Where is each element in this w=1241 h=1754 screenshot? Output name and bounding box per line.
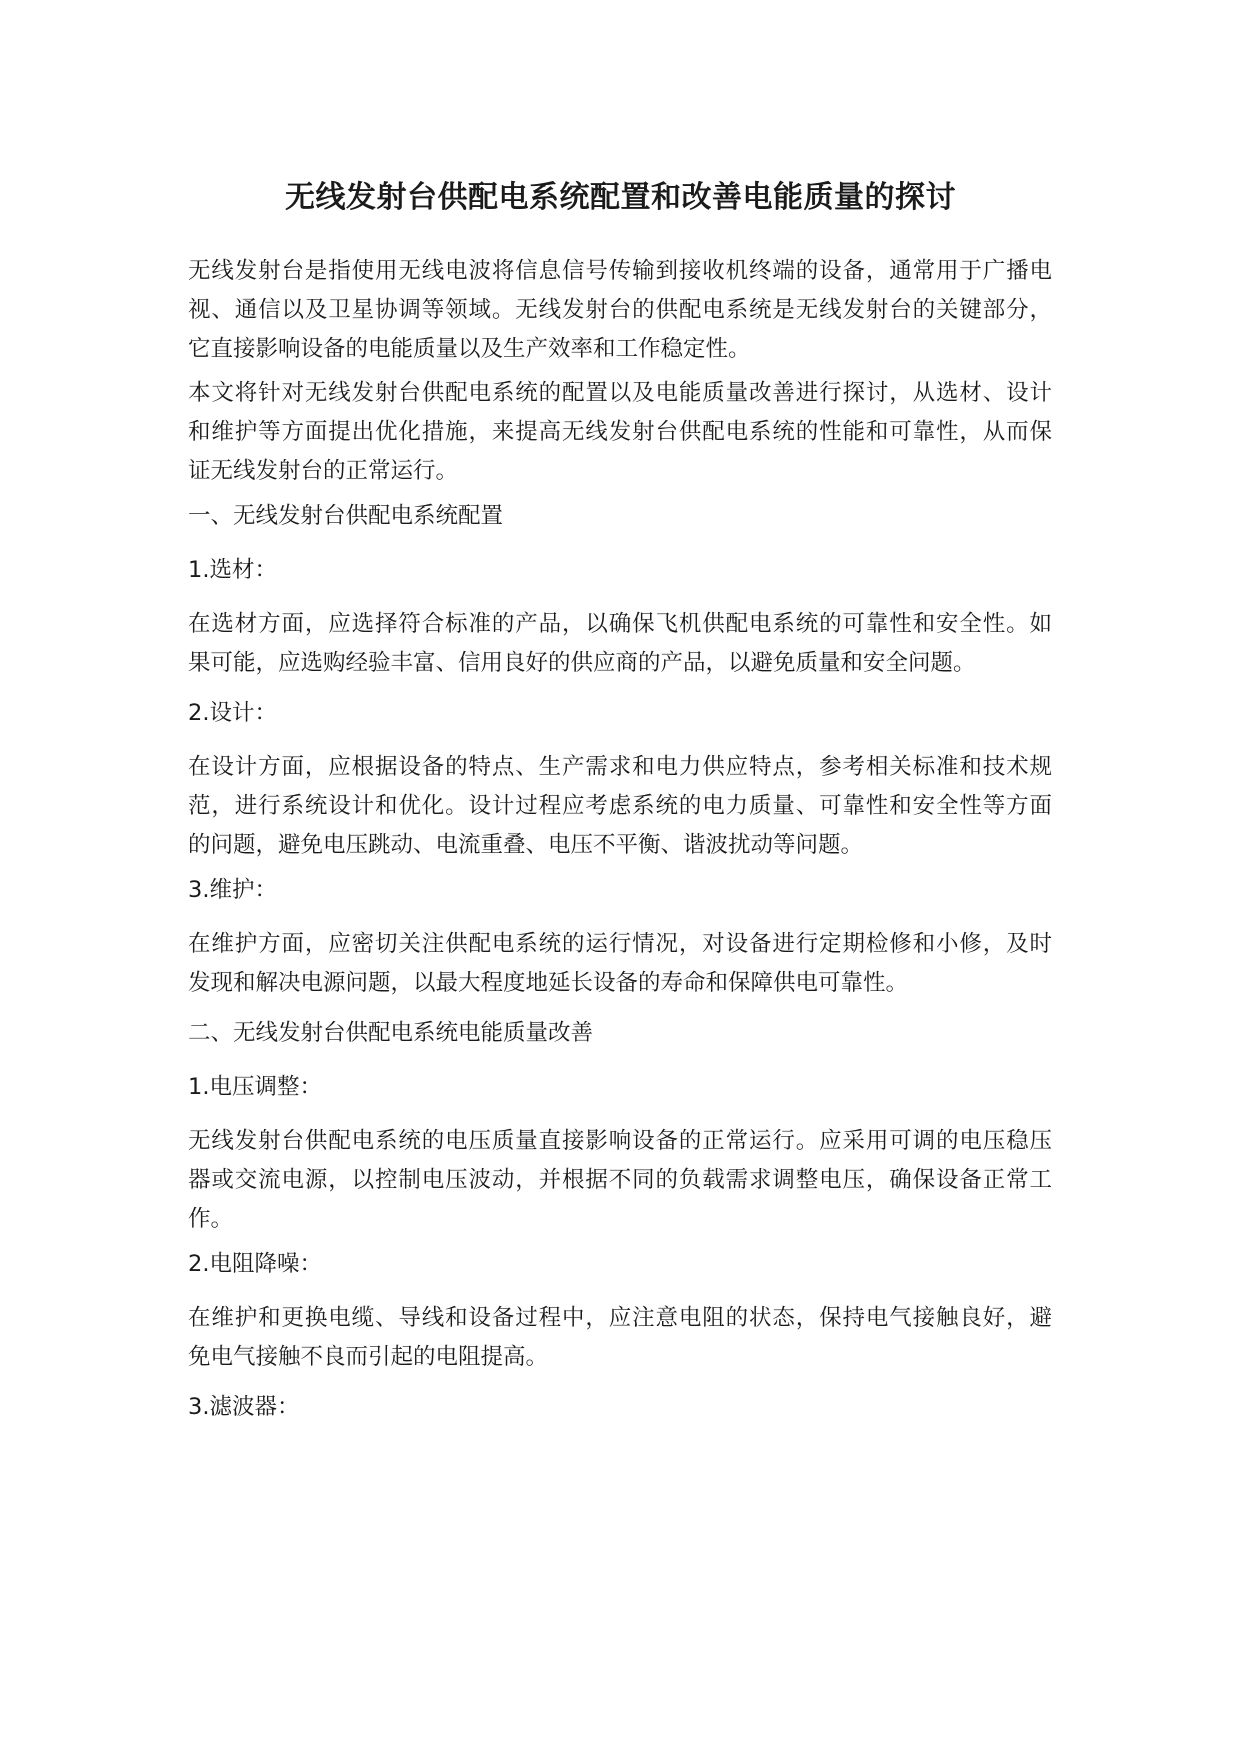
paragraph-line: 作。: [188, 1206, 234, 1232]
paragraph-line: 无线发射台是指使用无线电波将信息信号传输到接收机终端的设备，通常用于广播电: [188, 258, 1052, 284]
paragraph-line: 发现和解决电源问题，以最大程度地延长设备的寿命和保障供电可靠性。: [188, 970, 909, 996]
maintenance-paragraph: [188, 925, 1052, 1003]
paragraph-line: 无线发射台供配电系统的电压质量直接影响设备的正常运行。应采用可调的电压稳压: [188, 1128, 1052, 1154]
paragraph-line: 和维护等方面提出优化措施，来提高无线发射台供配电系统的性能和可靠性，从而保: [188, 419, 1052, 445]
resistance-paragraph: [188, 1299, 1052, 1377]
paragraph-line: 范，进行系统设计和优化。设计过程应考虑系统的电力质量、可靠性和安全性等方面: [188, 793, 1052, 819]
subheading-text: 3.滤波器：: [188, 1394, 300, 1420]
subheading-text: 1.选材：: [188, 557, 277, 583]
design-paragraph: [188, 748, 1052, 865]
voltage-paragraph: [188, 1122, 1052, 1239]
subheading-voltage: [188, 1068, 1052, 1107]
subheading-text: 2.电阻降噪：: [188, 1251, 322, 1277]
intro-paragraph: [188, 252, 1052, 369]
section-heading-power-quality: [188, 1014, 1052, 1053]
paragraph-line: 证无线发射台的正常运行。: [188, 458, 459, 484]
paragraph-line: 器或交流电源，以控制电压波动，并根据不同的负载需求调整电压，确保设备正常工: [188, 1167, 1052, 1193]
subheading-text: 2.设计：: [188, 700, 277, 726]
paragraph-line: 在维护方面，应密切关注供配电系统的运行情况，对设备进行定期检修和小修，及时: [188, 931, 1052, 957]
paragraph-line: 在维护和更换电缆、导线和设备过程中，应注意电阻的状态，保持电气接触良好，避: [188, 1305, 1052, 1331]
section-heading-config: [188, 497, 1052, 536]
material-paragraph: [188, 605, 1052, 683]
purpose-paragraph: [188, 374, 1052, 491]
subheading-text: 1.电压调整：: [188, 1074, 322, 1100]
subheading-text: 3.维护：: [188, 877, 277, 903]
paragraph-line: 免电气接触不良而引起的电阻提高。: [188, 1344, 549, 1370]
paragraph-line: 的问题，避免电压跳动、电流重叠、电压不平衡、谐波扰动等问题。: [188, 832, 864, 858]
subheading-design: [188, 694, 1052, 733]
subheading-material: [188, 551, 1052, 590]
paragraph-line: 视、通信以及卫星协调等领域。无线发射台的供配电系统是无线发射台的关键部分，: [188, 297, 1052, 323]
section-heading-text: 二、无线发射台供配电系统电能质量改善: [188, 1020, 594, 1046]
paragraph-line: 在设计方面，应根据设备的特点、生产需求和电力供应特点，参考相关标准和技术规: [188, 754, 1052, 780]
subheading-filter: [188, 1388, 1052, 1427]
paragraph-line: 在选材方面，应选择符合标准的产品，以确保飞机供配电系统的可靠性和安全性。如: [188, 611, 1052, 637]
paragraph-line: 果可能，应选购经验丰富、信用良好的供应商的产品，以避免质量和安全问题。: [188, 650, 976, 676]
document-title: 无线发射台供配电系统配置和改善电能质量的探讨: [285, 180, 956, 215]
subheading-maintenance: [188, 871, 1052, 910]
section-heading-text: 一、无线发射台供配电系统配置: [188, 503, 504, 529]
paragraph-line: 本文将针对无线发射台供配电系统的配置以及电能质量改善进行探讨，从选材、设计: [188, 380, 1052, 406]
subheading-resistance: [188, 1245, 1052, 1284]
paragraph-line: 它直接影响设备的电能质量以及生产效率和工作稳定性。: [188, 336, 751, 362]
